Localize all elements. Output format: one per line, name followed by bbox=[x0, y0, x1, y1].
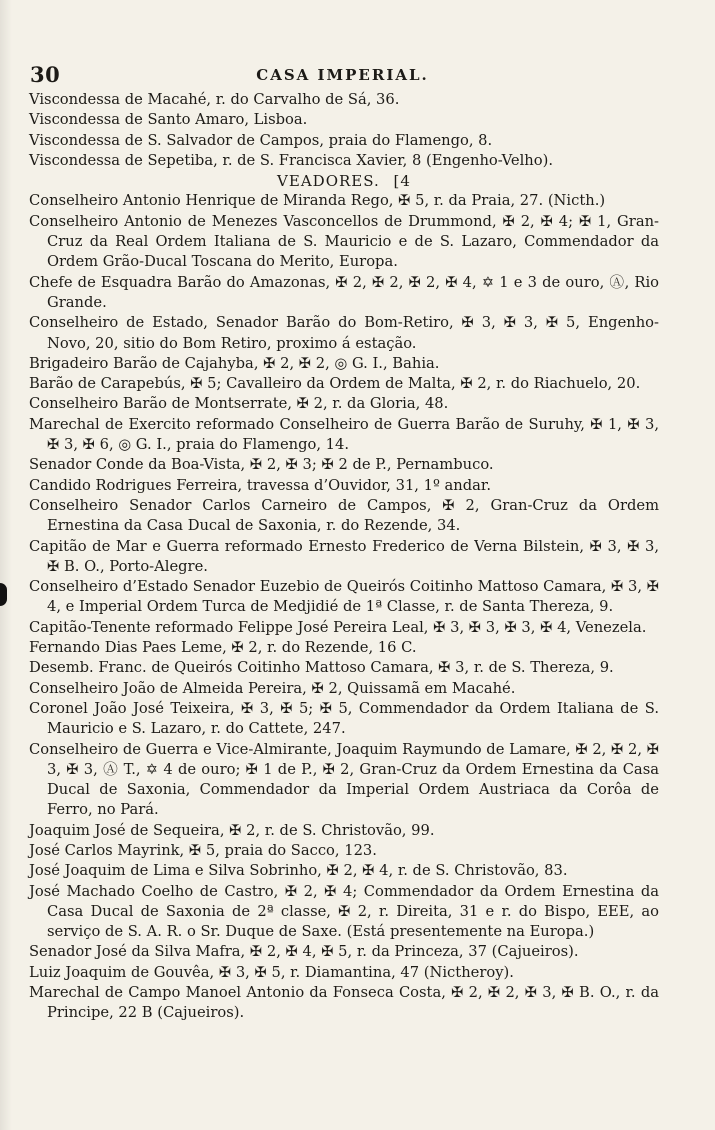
entry: José Carlos Mayrink, ✠ 5, praia do Sacco, 123. bbox=[29, 841, 377, 859]
entry: Conselheiro de Estado, Senador Barão do Bom-Retiro, ✠ 3, ✠ 3, ✠ 5, Engenho-Novo, 20, sitio do Bom Retiro, proximo á estação. bbox=[29, 314, 659, 352]
entry: Marechal de Campo Manoel Antonio da Fonseca Costa, ✠ 2, ✠ 2, ✠ 3, ✠ B. O., r. da Principe, 22 B (Cajueiros). bbox=[29, 984, 659, 1022]
entry: Luiz Joaquim de Gouvêa, ✠ 3, ✠ 5, r. Diamantina, 47 (Nictheroy). bbox=[29, 963, 514, 981]
entry: Fernando Dias Paes Leme, ✠ 2, r. do Rezende, 16 C. bbox=[29, 639, 417, 657]
entry: Senador Conde da Boa-Vista, ✠ 2, ✠ 3; ✠ 2 de P., Pernambuco. bbox=[29, 456, 494, 474]
entry: Candido Rodrigues Ferreira, travessa d’Ouvidor, 31, 1º andar. bbox=[29, 476, 491, 494]
running-title: CASA IMPERIAL. bbox=[256, 66, 429, 84]
entry: Chefe de Esquadra Barão do Amazonas, ✠ 2, ✠ 2, ✠ 2, ✠ 4, ✡ 1 e 3 de ouro, Ⓐ, Rio Grande. bbox=[29, 273, 659, 311]
entry: Conselheiro Antonio Henrique de Miranda Rego, ✠ 5, r. da Praia, 27. (Nicth.) bbox=[29, 192, 606, 210]
opening-entry: Viscondessa de Sepetiba, r. de S. Francisca Xavier, 8 (Engenho-Velho). bbox=[29, 151, 553, 169]
entry: Barão de Carapebús, ✠ 5; Cavalleiro da Ordem de Malta, ✠ 2, r. do Riachuelo, 20. bbox=[29, 375, 641, 393]
entry: Joaquim José de Sequeira, ✠ 2, r. de S. Christovão, 99. bbox=[29, 821, 435, 839]
page-header bbox=[30, 62, 655, 88]
opening-entry: Viscondessa de S. Salvador de Campos, praia do Flamengo, 8. bbox=[29, 131, 493, 149]
entry: Desemb. Franc. de Queirós Coitinho Mattoso Camara, ✠ 3, r. de S. Thereza, 9. bbox=[29, 659, 614, 677]
text-block bbox=[29, 90, 659, 1024]
entry: Conselheiro João de Almeida Pereira, ✠ 2, Quissamã em Macahé. bbox=[29, 679, 516, 697]
opening-entry: Viscondessa de Santo Amaro, Lisboa. bbox=[29, 111, 308, 129]
entry: José Joaquim de Lima e Silva Sobrinho, ✠ 2, ✠ 4, r. de S. Christovão, 83. bbox=[29, 862, 568, 880]
opening-entry: Viscondessa de Macahé, r. do Carvalho de Sá, 36. bbox=[29, 91, 400, 108]
entry: Capitão de Mar e Guerra reformado Ernesto Frederico de Verna Bilstein, ✠ 3, ✠ 3, ✠ B. O., Porto-Alegre. bbox=[29, 537, 659, 575]
entry: Conselheiro Senador Carlos Carneiro de Campos, ✠ 2, Gran-Cruz da Ordem Ernestina da Casa Ducal de Saxonia, r. do Rezende, 34. bbox=[29, 496, 659, 535]
entry: Coronel João José Teixeira, ✠ 3, ✠ 5; ✠ 5, Commendador da Ordem Italiana de S. Mauricio e S. Lazaro, r. do Cattete, 247. bbox=[29, 699, 659, 738]
entry: Conselheiro Barão de Montserrate, ✠ 2, r. da Gloria, 48. bbox=[29, 395, 449, 413]
section-heading bbox=[29, 171, 659, 191]
section-title: VEADORES. bbox=[277, 172, 380, 191]
entry: Senador José da Silva Mafra, ✠ 2, ✠ 4, ✠ 5, r. da Princeza, 37 (Cajueiros). bbox=[29, 943, 579, 961]
entry: Marechal de Exercito reformado Conselheiro de Guerra Barão de Suruhy, ✠ 1, ✠ 3, ✠ 3, ✠ 6, ◎ G. I., praia do Flamengo, 14. bbox=[29, 415, 659, 454]
entry: José Machado Coelho de Castro, ✠ 2, ✠ 4; Commendador da Ordem Ernestina da Casa Ducal de Saxonia de 2ª classe, ✠ 2, r. Direita, 31 e r. do Bispo, EEE, ao serviço de S. A. R. o Sr. Duque de Saxe. (Está presentemente na Europa.) bbox=[29, 882, 659, 941]
entry: Capitão-Tenente reformado Felippe José Pereira Leal, ✠ 3, ✠ 3, ✠ 3, ✠ 4, Venezela. bbox=[29, 618, 647, 636]
entry: Conselheiro de Guerra e Vice-Almirante, Joaquim Raymundo de Lamare, ✠ 2, ✠ 2, ✠ 3, ✠ 3, Ⓐ T., ✡ 4 de ouro; ✠ 1 de P., ✠ 2, Gran-Cruz da Ordem Ernestina da Casa Ducal de Saxonia, Commendador da Imperial Ordem Austriaca da Corôa de Ferro, no Pará. bbox=[29, 740, 659, 819]
page-number: 30 bbox=[30, 62, 61, 87]
entry: Brigadeiro Barão de Cajahyba, ✠ 2, ✠ 2, ◎ G. I., Bahia. bbox=[29, 354, 440, 372]
entry: Conselheiro d’Estado Senador Euzebio de Queirós Coitinho Mattoso Camara, ✠ 3, ✠ 4, e Imperial Ordem Turca de Medjidié de 1ª Classe, r. de Santa Thereza, 9. bbox=[29, 578, 659, 616]
entry: Conselheiro Antonio de Menezes Vasconcellos de Drummond, ✠ 2, ✠ 4; ✠ 1, Gran-Cruz da Real Ordem Italiana de S. Mauricio e de S. Lazaro, Commendador da Ordem Grão-Ducal Toscana do Merito, Europa. bbox=[29, 212, 659, 271]
section-mark: [4 bbox=[393, 172, 411, 191]
page-edge-shadow bbox=[0, 0, 12, 1130]
ink-blot bbox=[0, 583, 7, 606]
